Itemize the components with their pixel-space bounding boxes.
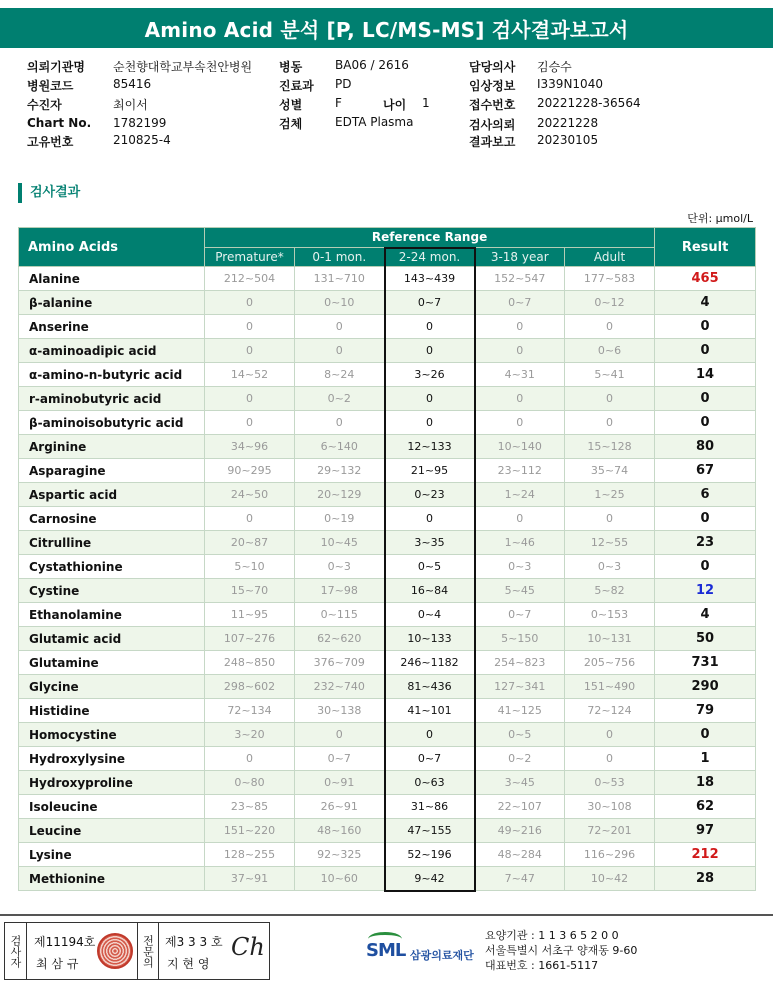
- info-label: 고유번호: [27, 135, 74, 149]
- result-cell: 0: [655, 555, 756, 579]
- table-row: [19, 363, 756, 387]
- reference-range-cell: 62~620: [295, 627, 385, 651]
- amino-acid-name: Asparagine: [19, 459, 205, 483]
- reference-range-cell: 10~133: [385, 627, 475, 651]
- reference-range-cell: 0~5: [475, 723, 565, 747]
- reference-range-cell: 0~6: [565, 339, 655, 363]
- amino-acid-name: Glutamine: [19, 651, 205, 675]
- examiner-label-text: 검사자: [9, 934, 22, 968]
- reference-range-cell: 0~115: [295, 603, 385, 627]
- age-label: 나이: [383, 98, 407, 112]
- result-cell: 79: [655, 699, 756, 723]
- logo-mark-icon: [366, 932, 406, 966]
- table-row: [19, 291, 756, 315]
- reference-range-cell: 3~35: [385, 531, 475, 555]
- reference-range-cell: 41~125: [475, 699, 565, 723]
- amino-acid-name: Glutamic acid: [19, 627, 205, 651]
- info-value: 210825-4: [113, 133, 171, 147]
- reference-range-cell: 232~740: [295, 675, 385, 699]
- table-row: [19, 627, 756, 651]
- reference-range-cell: 0~3: [295, 555, 385, 579]
- reference-range-cell: 0~10: [295, 291, 385, 315]
- result-cell: 465: [655, 267, 756, 291]
- table-row: [19, 315, 756, 339]
- result-cell: 6: [655, 483, 756, 507]
- table-row: [19, 651, 756, 675]
- amino-acid-name: Carnosine: [19, 507, 205, 531]
- reference-range-cell: 31~86: [385, 795, 475, 819]
- reference-range-cell: 0: [385, 507, 475, 531]
- info-label: 수진자: [27, 98, 62, 112]
- reference-range-cell: 0: [205, 387, 295, 411]
- header-ref-col: 0-1 mon.: [295, 248, 385, 267]
- reference-range-cell: 0~23: [385, 483, 475, 507]
- info-label: 성별: [279, 98, 303, 112]
- reference-range-cell: 0: [295, 315, 385, 339]
- reference-range-cell: 26~91: [295, 795, 385, 819]
- reference-range-cell: 0: [205, 315, 295, 339]
- reference-range-cell: 0~80: [205, 771, 295, 795]
- reference-range-cell: 5~10: [205, 555, 295, 579]
- reference-range-cell: 35~74: [565, 459, 655, 483]
- reference-range-cell: 0~7: [475, 603, 565, 627]
- examiner-label: [5, 923, 27, 979]
- reference-range-cell: 10~42: [565, 867, 655, 891]
- reference-range-cell: 29~132: [295, 459, 385, 483]
- table-row: [19, 675, 756, 699]
- info-label: 의뢰기관명: [27, 60, 85, 74]
- table-row: [19, 723, 756, 747]
- reference-range-cell: 3~26: [385, 363, 475, 387]
- result-cell: 12: [655, 579, 756, 603]
- result-cell: 0: [655, 387, 756, 411]
- reference-range-cell: 0~5: [385, 555, 475, 579]
- table-row: [19, 411, 756, 435]
- result-cell: 80: [655, 435, 756, 459]
- info-value: I339N1040: [537, 77, 603, 91]
- amino-acid-name: Methionine: [19, 867, 205, 891]
- table-row: [19, 603, 756, 627]
- patient-info: [0, 56, 773, 152]
- reference-range-cell: 0: [565, 747, 655, 771]
- reference-range-cell: 0~7: [385, 747, 475, 771]
- header-result: Result: [655, 228, 756, 267]
- reference-range-cell: 6~140: [295, 435, 385, 459]
- info-label: 진료과: [279, 79, 314, 93]
- reference-range-cell: 0: [565, 387, 655, 411]
- reference-range-cell: 11~95: [205, 603, 295, 627]
- reference-range-cell: 0: [295, 723, 385, 747]
- reference-range-cell: 0~2: [475, 747, 565, 771]
- reference-range-cell: 151~220: [205, 819, 295, 843]
- info-value: PD: [335, 77, 352, 91]
- table-row: [19, 435, 756, 459]
- amino-acid-name: β-alanine: [19, 291, 205, 315]
- reference-range-cell: 7~47: [475, 867, 565, 891]
- reference-range-cell: 10~45: [295, 531, 385, 555]
- amino-acid-name: Isoleucine: [19, 795, 205, 819]
- table-row: [19, 555, 756, 579]
- reference-range-cell: 0: [475, 411, 565, 435]
- header-ref-col: Premature*: [205, 248, 295, 267]
- header-ref-col: 2-24 mon.: [385, 248, 475, 267]
- result-cell: 23: [655, 531, 756, 555]
- reference-range-cell: 246~1182: [385, 651, 475, 675]
- reference-range-cell: 0~7: [475, 291, 565, 315]
- reference-range-cell: 0: [205, 291, 295, 315]
- reference-range-cell: 151~490: [565, 675, 655, 699]
- reference-range-cell: 5~45: [475, 579, 565, 603]
- reference-range-cell: 48~284: [475, 843, 565, 867]
- examiner-number: 제11194호: [34, 935, 96, 949]
- info-label: 결과보고: [469, 135, 516, 149]
- reference-range-cell: 90~295: [205, 459, 295, 483]
- result-cell: 50: [655, 627, 756, 651]
- result-cell: 0: [655, 723, 756, 747]
- info-value: 1782199: [113, 116, 167, 130]
- reference-range-cell: 0: [385, 411, 475, 435]
- amino-acid-name: Cystathionine: [19, 555, 205, 579]
- reference-range-cell: 72~124: [565, 699, 655, 723]
- reference-range-cell: 0~153: [565, 603, 655, 627]
- reference-range-cell: 0~4: [385, 603, 475, 627]
- amino-acid-name: Alanine: [19, 267, 205, 291]
- reference-range-cell: 0: [205, 747, 295, 771]
- reference-range-cell: 24~50: [205, 483, 295, 507]
- reference-range-cell: 0~3: [565, 555, 655, 579]
- reference-range-cell: 22~107: [475, 795, 565, 819]
- reference-range-cell: 128~255: [205, 843, 295, 867]
- reference-range-cell: 1~25: [565, 483, 655, 507]
- reference-range-cell: 0: [385, 315, 475, 339]
- info-value: 20221228: [537, 116, 599, 130]
- reference-range-cell: 0~7: [295, 747, 385, 771]
- table-row: [19, 531, 756, 555]
- reference-range-cell: 10~140: [475, 435, 565, 459]
- reference-range-cell: 5~82: [565, 579, 655, 603]
- amino-acid-name: Histidine: [19, 699, 205, 723]
- info-label: 임상정보: [469, 79, 516, 93]
- reference-range-cell: 0: [475, 339, 565, 363]
- reference-range-cell: 0: [475, 315, 565, 339]
- reference-range-cell: 0~19: [295, 507, 385, 531]
- amino-acid-name: r-aminobutyric acid: [19, 387, 205, 411]
- reference-range-cell: 0: [385, 339, 475, 363]
- result-cell: 18: [655, 771, 756, 795]
- reference-range-cell: 0: [385, 387, 475, 411]
- reference-range-cell: 15~70: [205, 579, 295, 603]
- report-title: Amino Acid 분석 [P, LC/MS-MS] 검사결과보고서: [0, 8, 773, 48]
- institution-line: 대표번호 : 1661-5117: [485, 959, 599, 972]
- reference-range-cell: 47~155: [385, 819, 475, 843]
- amino-acid-name: Leucine: [19, 819, 205, 843]
- reference-range-cell: 9~42: [385, 867, 475, 891]
- table-row: [19, 747, 756, 771]
- reference-range-cell: 131~710: [295, 267, 385, 291]
- specialist-number: 제3 3 3 호: [165, 935, 223, 949]
- reference-range-cell: 0: [475, 507, 565, 531]
- reference-range-cell: 127~341: [475, 675, 565, 699]
- footer: [0, 918, 773, 985]
- reference-range-cell: 298~602: [205, 675, 295, 699]
- amino-acid-name: Arginine: [19, 435, 205, 459]
- reference-range-cell: 376~709: [295, 651, 385, 675]
- reference-range-cell: 5~150: [475, 627, 565, 651]
- reference-range-cell: 143~439: [385, 267, 475, 291]
- reference-range-cell: 1~46: [475, 531, 565, 555]
- info-label: 병동: [279, 60, 303, 74]
- reference-range-cell: 0: [295, 339, 385, 363]
- info-value: F: [335, 96, 342, 110]
- reference-range-cell: 20~129: [295, 483, 385, 507]
- reference-range-cell: 0~12: [565, 291, 655, 315]
- reference-range-cell: 212~504: [205, 267, 295, 291]
- reference-range-cell: 10~131: [565, 627, 655, 651]
- table-row: [19, 795, 756, 819]
- table-row: [19, 579, 756, 603]
- age-value: 1: [422, 96, 430, 110]
- result-cell: 212: [655, 843, 756, 867]
- header-ref-col: Adult: [565, 248, 655, 267]
- examiner-name: 최 삼 규: [36, 957, 79, 971]
- table-row: [19, 459, 756, 483]
- reference-range-cell: 177~583: [565, 267, 655, 291]
- reference-range-cell: 0~2: [295, 387, 385, 411]
- reference-range-cell: 20~87: [205, 531, 295, 555]
- reference-range-cell: 48~160: [295, 819, 385, 843]
- reference-range-cell: 81~436: [385, 675, 475, 699]
- reference-range-cell: 0~7: [385, 291, 475, 315]
- info-label: 접수번호: [469, 98, 516, 112]
- reference-range-cell: 205~756: [565, 651, 655, 675]
- reference-range-cell: 23~85: [205, 795, 295, 819]
- table-row: [19, 387, 756, 411]
- sml-logo: [366, 932, 474, 966]
- result-cell: 4: [655, 291, 756, 315]
- amino-acid-name: β-aminoisobutyric acid: [19, 411, 205, 435]
- reference-range-cell: 4~31: [475, 363, 565, 387]
- reference-range-cell: 14~52: [205, 363, 295, 387]
- reference-range-cell: 0: [565, 411, 655, 435]
- reference-range-cell: 10~60: [295, 867, 385, 891]
- reference-range-cell: 30~108: [565, 795, 655, 819]
- reference-range-cell: 0: [205, 339, 295, 363]
- info-value: BA06 / 2616: [335, 58, 409, 72]
- info-value: 순천향대학교부속천안병원: [113, 60, 253, 74]
- reference-range-cell: 0: [295, 411, 385, 435]
- table-row: [19, 843, 756, 867]
- reference-range-cell: 107~276: [205, 627, 295, 651]
- reference-range-cell: 41~101: [385, 699, 475, 723]
- reference-range-cell: 21~95: [385, 459, 475, 483]
- reference-range-cell: 5~41: [565, 363, 655, 387]
- specialist-label-text: 전문의: [141, 934, 155, 968]
- result-cell: 0: [655, 339, 756, 363]
- reference-range-cell: 0~3: [475, 555, 565, 579]
- table-row: [19, 267, 756, 291]
- amino-acid-name: Citrulline: [19, 531, 205, 555]
- institution-info: [485, 928, 637, 973]
- reference-range-cell: 116~296: [565, 843, 655, 867]
- unit-label: 단위: μmol/L: [687, 212, 753, 225]
- institution-line: 요양기관 : 1 1 3 6 5 2 0 0: [485, 929, 619, 942]
- amino-acid-name: Lysine: [19, 843, 205, 867]
- amino-acid-name: Cystine: [19, 579, 205, 603]
- info-label: 검체: [279, 117, 303, 131]
- reference-range-cell: 37~91: [205, 867, 295, 891]
- reference-range-cell: 17~98: [295, 579, 385, 603]
- info-value: 20221228-36564: [537, 96, 641, 110]
- result-cell: 731: [655, 651, 756, 675]
- section-title: 검사결과: [18, 183, 80, 203]
- amino-acid-name: Hydroxylysine: [19, 747, 205, 771]
- specialist-label: [137, 923, 159, 979]
- result-cell: 4: [655, 603, 756, 627]
- reference-range-cell: 0: [565, 315, 655, 339]
- reference-range-cell: 49~216: [475, 819, 565, 843]
- info-value: 김승수: [537, 60, 572, 74]
- result-cell: 0: [655, 507, 756, 531]
- result-cell: 97: [655, 819, 756, 843]
- table-row: [19, 483, 756, 507]
- result-cell: 290: [655, 675, 756, 699]
- table-row: [19, 339, 756, 363]
- table-row: [19, 699, 756, 723]
- logo-mark-text: SML: [366, 940, 406, 961]
- table-row: [19, 771, 756, 795]
- reference-range-cell: 92~325: [295, 843, 385, 867]
- info-value: 85416: [113, 77, 152, 91]
- result-cell: 0: [655, 411, 756, 435]
- reference-range-cell: 0~63: [385, 771, 475, 795]
- reference-range-cell: 72~201: [565, 819, 655, 843]
- reference-range-cell: 52~196: [385, 843, 475, 867]
- info-value: 최이서: [113, 98, 148, 112]
- reference-range-cell: 0~53: [565, 771, 655, 795]
- table-row: [19, 507, 756, 531]
- info-value: EDTA Plasma: [335, 115, 414, 129]
- result-cell: 67: [655, 459, 756, 483]
- reference-range-cell: 34~96: [205, 435, 295, 459]
- reference-range-cell: 152~547: [475, 267, 565, 291]
- amino-acid-name: Ethanolamine: [19, 603, 205, 627]
- reference-range-cell: 12~55: [565, 531, 655, 555]
- result-cell: 1: [655, 747, 756, 771]
- reference-range-cell: 0: [205, 507, 295, 531]
- signature-box: [4, 922, 270, 980]
- info-value: 20230105: [537, 133, 599, 147]
- institution-line: 서울특별시 서초구 양재동 9-60: [485, 944, 638, 957]
- info-label: Chart No.: [27, 116, 92, 130]
- results-table: [18, 227, 756, 892]
- info-label: 검사의뢰: [469, 118, 516, 132]
- header-reference-range: Reference Range: [205, 228, 655, 248]
- reference-range-cell: 0: [475, 387, 565, 411]
- reference-range-cell: 0: [565, 507, 655, 531]
- reference-range-cell: 254~823: [475, 651, 565, 675]
- reference-range-cell: 23~112: [475, 459, 565, 483]
- result-cell: 28: [655, 867, 756, 891]
- reference-range-cell: 72~134: [205, 699, 295, 723]
- specialist-name: 지 현 영: [167, 957, 210, 971]
- result-cell: 62: [655, 795, 756, 819]
- reference-range-cell: 16~84: [385, 579, 475, 603]
- reference-range-cell: 12~133: [385, 435, 475, 459]
- signature-icon: Ch: [231, 933, 265, 961]
- amino-acid-name: Homocystine: [19, 723, 205, 747]
- reference-range-cell: 30~138: [295, 699, 385, 723]
- reference-range-cell: 8~24: [295, 363, 385, 387]
- reference-range-cell: 0: [385, 723, 475, 747]
- amino-acid-name: Anserine: [19, 315, 205, 339]
- table-row: [19, 867, 756, 891]
- result-cell: 0: [655, 315, 756, 339]
- reference-range-cell: 248~850: [205, 651, 295, 675]
- logo-name: 삼광의료재단: [410, 949, 474, 962]
- table-row: [19, 819, 756, 843]
- reference-range-cell: 0~91: [295, 771, 385, 795]
- amino-acid-name: α-amino-n-butyric acid: [19, 363, 205, 387]
- amino-acid-name: Hydroxyproline: [19, 771, 205, 795]
- reference-range-cell: 3~20: [205, 723, 295, 747]
- reference-range-cell: 0: [205, 411, 295, 435]
- reference-range-cell: 0: [565, 723, 655, 747]
- reference-range-cell: 1~24: [475, 483, 565, 507]
- reference-range-cell: 3~45: [475, 771, 565, 795]
- info-label: 담당의사: [469, 60, 516, 74]
- reference-range-cell: 15~128: [565, 435, 655, 459]
- amino-acid-name: Aspartic acid: [19, 483, 205, 507]
- footer-divider: [0, 914, 773, 916]
- info-label: 병원코드: [27, 79, 74, 93]
- header-ref-col: 3-18 year: [475, 248, 565, 267]
- amino-acid-name: Glycine: [19, 675, 205, 699]
- amino-acid-name: α-aminoadipic acid: [19, 339, 205, 363]
- result-cell: 14: [655, 363, 756, 387]
- seal-stamp-icon: [97, 933, 133, 969]
- header-amino-acids: Amino Acids: [19, 228, 205, 267]
